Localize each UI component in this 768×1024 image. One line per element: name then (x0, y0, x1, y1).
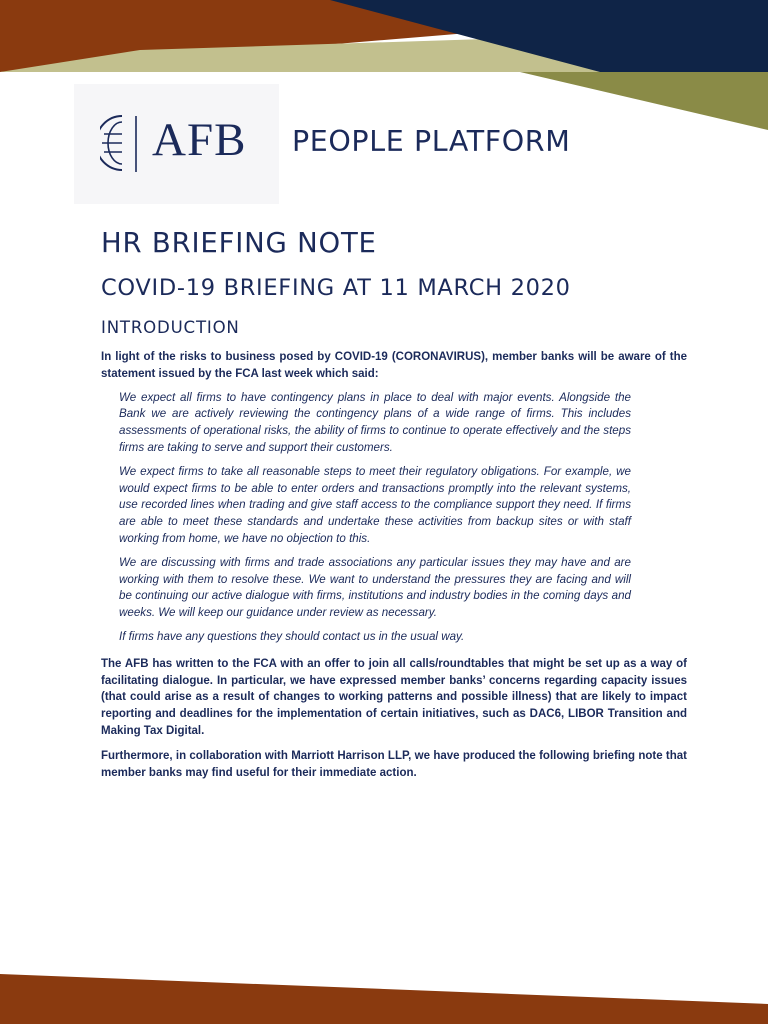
bottom-brown-band (0, 974, 768, 1024)
bottom-decorative-banner (0, 964, 768, 1024)
afb-logo (74, 84, 279, 204)
quote-paragraph: We expect firms to take all reasonable steps to meet their regulatory obligations. For example, we would expect firms to be able to enter orders and transactions promptly into the relevant systems, use recorded lines when trading and give staff access to the compliance support they need. If firms are able to meet these standards and undertake these activities from backup sites or with staff working from home, we have no objection to this. (119, 464, 631, 545)
logo-wordmark: AFB (152, 114, 247, 166)
intro-paragraph: In light of the risks to business posed by COVID-19 (CORONAVIRUS), member banks will be aware of the statement issued by the FCA last week which said: (101, 351, 687, 380)
platform-title: PEOPLE PLATFORM (292, 125, 571, 158)
quote-paragraph: We expect all firms to have contingency plans in place to deal with major events. Alongside the Bank we are actively reviewing the contingency plans of a wide range of firms. This includes assessments of operational risks, the ability of firms to continue to operate effectively and the steps firms are taking to serve and support their customers. (119, 390, 631, 454)
document-subtitle: COVID-19 BRIEFING AT 11 MARCH 2020 (101, 275, 571, 301)
body-paragraph: Furthermore, in collaboration with Marriott Harrison LLP, we have produced the following briefing note that member banks may find useful for their immediate action. (101, 749, 687, 779)
quote-paragraph: If firms have any questions they should contact us in the usual way. (119, 629, 465, 643)
banner-olive-dark-band (520, 72, 768, 130)
document-body (101, 349, 687, 781)
body-paragraph: The AFB has written to the FCA with an offer to join all calls/roundtables that might be set up as a way of facilitating dialogue. In particular, we have expressed member banks’ concerns regarding capacity issues (that could arise as a result of changes to working patterns and possible illness) that are likely to impact reporting and deadlines for the implementation of certain initiatives, such as DAC6, LIBOR Transition and Making Tax Digital. (101, 657, 687, 737)
quote-paragraph: We are discussing with firms and trade associations any particular issues they may have and are working with them to resolve these. We want to understand the pressures they are facing and will be continuing our active dialogue with firms, institutions and industry bodies in the coming days and weeks. We will keep our guidance under review as necessary. (119, 555, 631, 620)
section-heading: INTRODUCTION (101, 318, 240, 337)
globe-icon (100, 112, 140, 174)
document-title: HR BRIEFING NOTE (101, 227, 377, 259)
